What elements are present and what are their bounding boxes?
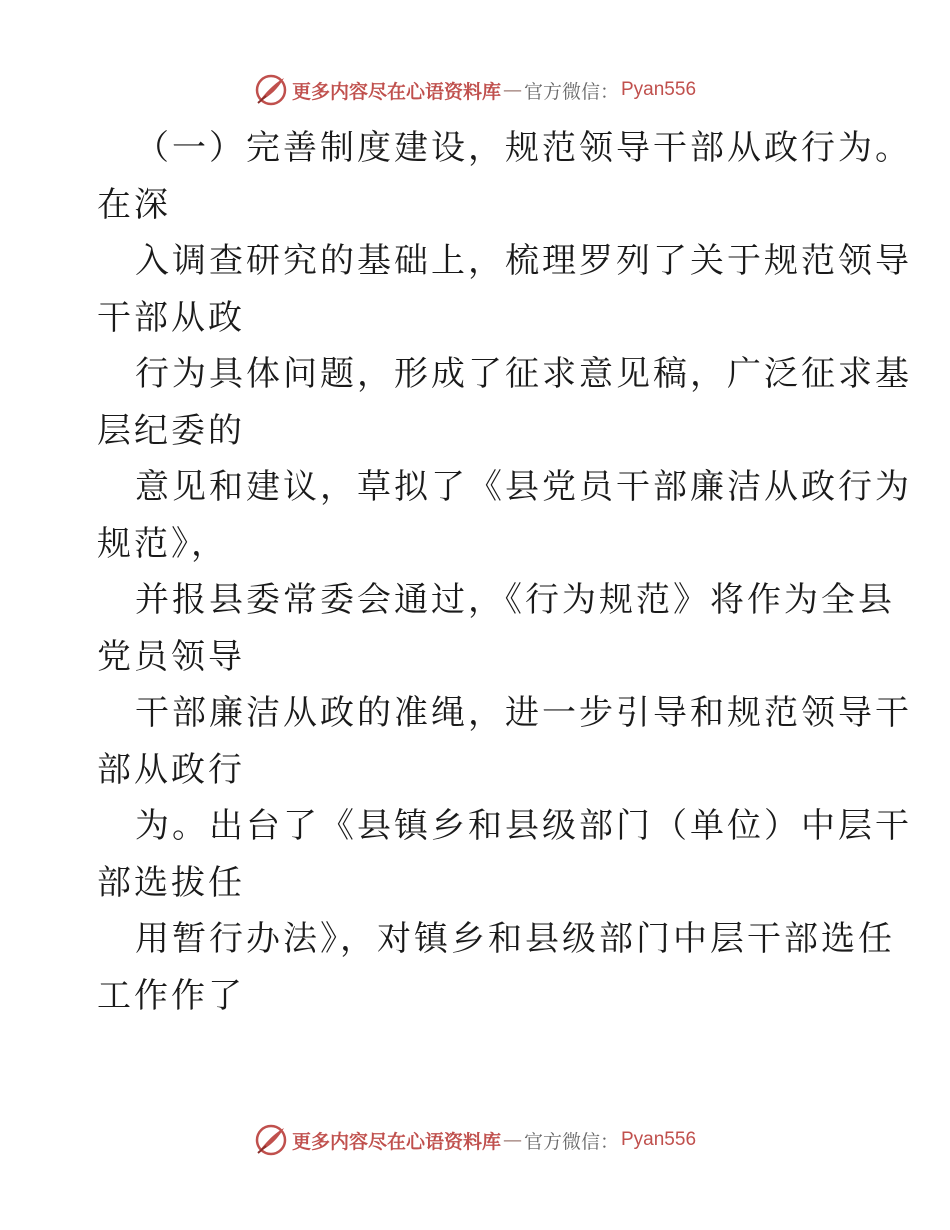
watermark-wechat-id: Pyan556 <box>621 1129 697 1150</box>
body-line: 用暂行办法》，对镇乡和县级部门中层干部选任 <box>135 919 895 959</box>
body-line: 党员领导 <box>97 636 245 677</box>
feather-pen-logo-icon <box>254 73 288 107</box>
body-line: 行为具体问题，形成了征求意见稿，广泛征求基 <box>135 354 912 394</box>
body-line: 并报县委常委会通过，《行为规范》将作为全县 <box>135 580 895 620</box>
body-line: 工作作了 <box>97 975 245 1016</box>
watermark-brand-text: 更多内容尽在心语资料库 <box>291 80 501 103</box>
body-line: 部从政行 <box>97 749 245 790</box>
body-line: 层纪委的 <box>97 410 245 451</box>
document-body <box>97 120 912 1024</box>
feather-pen-logo-icon <box>254 1123 288 1157</box>
watermark-brand-text: 更多内容尽在心语资料库 <box>291 1130 501 1153</box>
watermark-wechat-label: 官方微信： <box>523 80 619 103</box>
header-watermark-banner <box>0 70 950 110</box>
body-line: 干部廉洁从政的准绳，进一步引导和规范领导干 <box>135 693 912 733</box>
watermark-dash: — <box>502 79 522 101</box>
watermark-wechat-label: 官方微信： <box>523 1130 619 1153</box>
body-line: 部选拔任 <box>97 862 245 903</box>
body-line: 入调查研究的基础上，梳理罗列了关于规范领导 <box>135 241 912 281</box>
footer-watermark-banner <box>0 1120 950 1160</box>
watermark-dash: — <box>502 1129 522 1151</box>
body-line: 规范》， <box>97 523 228 564</box>
watermark-wechat-id: Pyan556 <box>621 79 697 100</box>
body-line: （一）完善制度建设，规范领导干部从政行为。 <box>135 128 912 168</box>
body-line: 意见和建议，草拟了《县党员干部廉洁从政行为 <box>135 467 912 507</box>
body-line: 为。出台了《县镇乡和县级部门（单位）中层干 <box>135 806 912 846</box>
body-line: 干部从政 <box>97 297 245 338</box>
body-line: 在深 <box>97 184 171 225</box>
